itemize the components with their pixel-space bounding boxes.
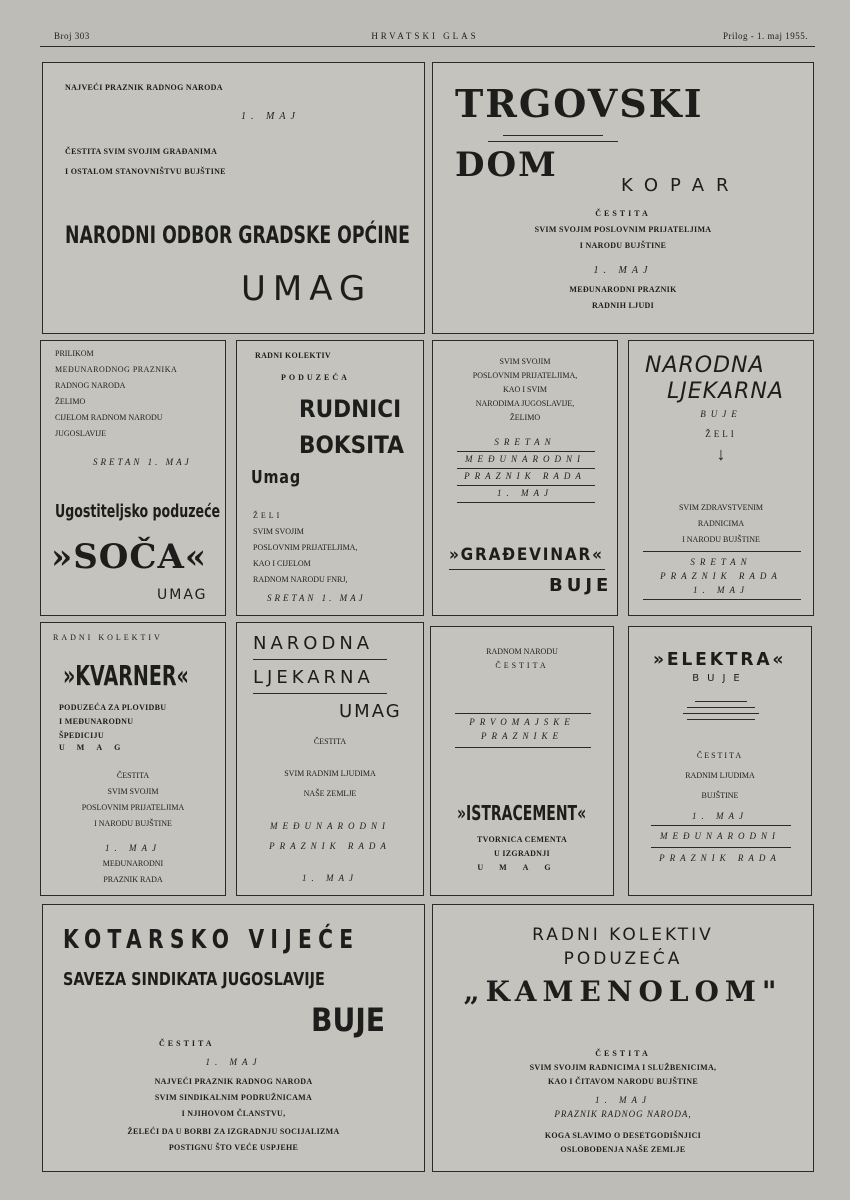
- ad-text: RADNIH LJUDI: [591, 301, 655, 310]
- ad-org-name: RADNI KOLEKTIV: [532, 925, 714, 945]
- ad-org-name: Ugostiteljsko poduzeće: [55, 501, 221, 522]
- ad-text: BUJŠTINE: [701, 791, 739, 800]
- ad-wish: SRETAN: [494, 437, 556, 447]
- ornament-line: [488, 141, 618, 142]
- ad-text: I NJIHOVOM ČLANSTVU,: [181, 1109, 286, 1118]
- divider: [643, 599, 801, 600]
- ad-text: MEĐUNARODNI: [102, 859, 164, 868]
- ad-kamenolom: [432, 904, 814, 1172]
- ad-text: POSTIGNU ŠTO VEĆE USPJEHE: [168, 1143, 299, 1152]
- ad-date: 1. MAJ: [595, 1095, 651, 1105]
- ad-text: PODUZEĆA: [281, 373, 350, 382]
- ornament-line: [695, 701, 747, 702]
- ad-text: RADNOM NARODU: [486, 647, 558, 656]
- ad-text: ČESTITA: [313, 737, 347, 746]
- ad-text: SVIM SVOJIM: [253, 527, 304, 536]
- ad-org-name: NARODNI ODBOR GRADSKE OPĆINE: [65, 221, 410, 249]
- ad-town: BUJE: [700, 409, 742, 419]
- ad-text: POSLOVNIM PRIJATELJIMA: [81, 803, 185, 812]
- ad-text: TVORNICA CEMENTA: [476, 835, 568, 844]
- ad-text: RADNIM LJUDIMA: [685, 771, 755, 780]
- ad-text: I NARODU BUJŠTINE: [94, 819, 172, 828]
- ad-text: OSLOBOĐENJA NAŠE ZEMLJE: [560, 1145, 686, 1154]
- ad-text: I MEĐUNARODNU: [59, 717, 134, 726]
- ad-town: UMAG: [157, 587, 208, 603]
- ad-text: ČESTITA: [595, 1049, 651, 1058]
- ad-text: ŽELI: [705, 429, 737, 439]
- ad-rudnici-boksita: [236, 340, 424, 616]
- ad-town: BUJE: [311, 1001, 386, 1039]
- ad-elektra: [628, 626, 812, 896]
- divider: [651, 847, 791, 848]
- ad-wish: PRVOMAJSKE: [469, 717, 575, 727]
- ad-text: SVIM ZDRAVSTVENIM: [678, 503, 764, 512]
- ad-date: 1. MAJ: [302, 873, 358, 883]
- ad-text: I NARODU BUJŠTINE: [682, 535, 760, 544]
- ad-brand: NARODNA: [645, 353, 765, 378]
- ad-text: PODUZEĆA ZA PLOVIDBU: [59, 703, 167, 712]
- ad-brand: »KVARNER«: [63, 659, 189, 692]
- ad-text: ČESTITA: [116, 771, 150, 780]
- ad-text: RADNICIMA: [697, 519, 745, 528]
- ad-org-name: PODUZEĆA: [563, 949, 683, 969]
- ad-wish: PRAZNIK RADNOG NARODA,: [554, 1109, 692, 1119]
- ad-wish: PRAZNIK RADA: [659, 853, 781, 863]
- divider: [455, 747, 591, 748]
- ad-text: RADNOM NARODU FNRJ,: [253, 575, 348, 584]
- ad-title: DOM: [455, 145, 558, 185]
- ad-brand: »ISTRACEMENT«: [457, 801, 587, 825]
- ad-wish: MEĐUNARODNI: [270, 821, 390, 831]
- ornament-line: [503, 135, 603, 136]
- ad-org-name: KOTARSKO VIJEĆE: [63, 925, 360, 955]
- divider: [651, 825, 791, 826]
- divider: [449, 569, 605, 570]
- ad-town: UMAG: [59, 743, 133, 752]
- ad-title: TRGOVSKI: [455, 81, 704, 126]
- ad-text: KAO I SVIM: [503, 385, 547, 394]
- ad-text: ČESTITA: [696, 751, 744, 760]
- ornament-line: [683, 713, 759, 714]
- ad-town: KOPAR: [621, 175, 741, 196]
- ad-text: SVIM SVOJIM POSLOVNIM PRIJATELJIMA: [534, 225, 712, 234]
- ad-text: RADNI KOLEKTIV: [53, 633, 163, 642]
- ad-soca: [40, 340, 226, 616]
- ad-text: CIJELOM RADNOM NARODU: [55, 413, 163, 422]
- ad-town: BUJE: [692, 673, 748, 684]
- ad-text: NAJVEĆI PRAZNIK RADNOG NARODA: [65, 83, 223, 92]
- ad-text: KOGA SLAVIMO O DESETGODIŠNJICI: [544, 1131, 702, 1140]
- ad-text: POSLOVNIM PRIJATELJIMA,: [472, 371, 578, 380]
- ad-brand: NARODNA: [253, 633, 374, 654]
- divider: [457, 485, 595, 486]
- ad-brand: LJEKARNA: [253, 667, 374, 688]
- ad-brand: RUDNICI: [299, 395, 402, 423]
- issue-date: Prilog - 1. maj 1955.: [723, 31, 808, 41]
- ad-wish: MEĐUNARODNI: [660, 831, 780, 841]
- ad-wish: SRETAN 1. MAJ: [267, 593, 366, 603]
- ad-text: NAŠE ZEMLJE: [303, 789, 357, 798]
- divider: [253, 659, 387, 660]
- ad-brand: »ELEKTRA«: [653, 649, 787, 670]
- ad-text: ŽELIMO: [509, 413, 541, 422]
- ad-text: ČESTITA SVIM SVOJIM GRAĐANIMA: [65, 147, 218, 156]
- ad-text: RADNI KOLEKTIV: [255, 351, 331, 360]
- ad-town: UMAG: [339, 701, 402, 722]
- ornament-line: [687, 719, 755, 720]
- ad-text: NAJVEĆI PRAZNIK RADNOG NARODA: [154, 1077, 313, 1086]
- ad-text: PRILIKOM: [55, 349, 94, 358]
- ad-text: ČESTITA: [159, 1039, 215, 1048]
- ad-date: 1. MAJ: [241, 111, 300, 122]
- ad-brand: BOKSITA: [299, 431, 404, 459]
- ad-text: RADNOG NARODA: [55, 381, 126, 390]
- ad-text: NARODIMA JUGOSLAVIJE,: [475, 399, 575, 408]
- ad-wish: PRAZNIK RADA: [660, 571, 782, 581]
- ad-brand: „KAMENOLOM": [463, 975, 783, 1008]
- ad-wish: 1. MAJ: [497, 488, 553, 498]
- ad-text: MEĐUNARODNI PRAZNIK: [569, 285, 677, 294]
- header-rule: [40, 46, 815, 47]
- ad-org-name: SAVEZA SINDIKATA JUGOSLAVIJE: [63, 969, 325, 990]
- ad-text: I NARODU BUJŠTINE: [579, 241, 667, 250]
- ad-text: KAO I CIJELOM: [253, 559, 311, 568]
- ad-wish: 1. MAJ: [693, 585, 749, 595]
- ad-wish: PRAZNIK RADA: [464, 471, 586, 481]
- ad-text: SVIM SVOJIM: [499, 357, 551, 366]
- ad-kotarsko-vijece: [42, 904, 425, 1172]
- ad-narodni-odbor-umag: [42, 62, 425, 334]
- ad-wish: SRETAN: [690, 557, 752, 567]
- divider: [253, 693, 387, 694]
- ad-text: SVIM SINDIKALNIM PODRUŽNICAMA: [154, 1093, 313, 1102]
- ad-town: BUJE: [549, 575, 613, 596]
- ad-text: SVIM SVOJIM: [107, 787, 159, 796]
- ad-ljekarna-buje: [628, 340, 814, 616]
- ad-ljekarna-umag: [236, 622, 424, 896]
- issue-number: Broj 303: [54, 31, 90, 41]
- ad-text: JUGOSLAVIJE: [55, 429, 106, 438]
- ad-town: Umag: [251, 467, 301, 488]
- arrow-down-icon: ↓: [716, 444, 726, 464]
- ad-kvarner: [40, 622, 226, 896]
- divider: [455, 713, 591, 714]
- divider: [457, 451, 595, 452]
- ad-date: 1. MAJ: [105, 843, 161, 853]
- ad-text: POSLOVNIM PRIJATELJIMA,: [253, 543, 358, 552]
- ad-brand: »SOČA«: [51, 537, 208, 577]
- ad-istracement: [430, 626, 614, 896]
- ad-text: ŽELIMO: [55, 397, 86, 406]
- ad-text: PRAZNIK RADA: [103, 875, 163, 884]
- ad-date: 1. MAJ: [593, 265, 653, 276]
- divider: [457, 502, 595, 503]
- ad-text: ŽELI: [253, 511, 283, 520]
- ad-date: 1. MAJ: [692, 811, 748, 821]
- ad-text: I OSTALOM STANOVNIŠTVU BUJŠTINE: [65, 167, 226, 176]
- ad-town: UMAG: [477, 863, 567, 872]
- ad-brand: LJEKARNA: [667, 379, 784, 404]
- divider: [457, 468, 595, 469]
- ad-text: ŠPEDICIJU: [59, 731, 104, 740]
- divider: [643, 551, 801, 552]
- ornament-line: [687, 707, 755, 708]
- ad-text: SVIM SVOJIM RADNICIMA I SLUŽBENICIMA,: [529, 1063, 717, 1072]
- ad-text: ŽELEĆI DA U BORBI ZA IZGRADNJU SOCIJALIZMA: [127, 1127, 340, 1136]
- ad-gradevinar: [432, 340, 618, 616]
- ad-wish: SRETAN 1. MAJ: [93, 457, 192, 467]
- ad-town: UMAG: [241, 269, 373, 309]
- ad-text: KAO I ČITAVOM NARODU BUJŠTINE: [547, 1077, 699, 1086]
- ad-text: MEĐUNARODNOG PRAZNIKA: [55, 365, 178, 374]
- ad-text: SVIM RADNIM LJUDIMA: [284, 769, 376, 778]
- ad-date: 1. MAJ: [205, 1057, 262, 1067]
- newspaper-title: HRVATSKI GLAS: [371, 31, 479, 41]
- ad-wish: MEĐUNARODNI: [465, 454, 585, 464]
- ad-brand: »GRAĐEVINAR«: [449, 545, 604, 565]
- ad-wish: PRAZNIKE: [481, 731, 563, 741]
- ad-wish: PRAZNIK RADA: [269, 841, 391, 851]
- ad-trgovski-dom: [432, 62, 814, 334]
- ad-text: ČESTITA: [495, 661, 549, 670]
- ad-text: ČESTITA: [595, 209, 651, 218]
- ad-text: U IZGRADNJI: [494, 849, 550, 858]
